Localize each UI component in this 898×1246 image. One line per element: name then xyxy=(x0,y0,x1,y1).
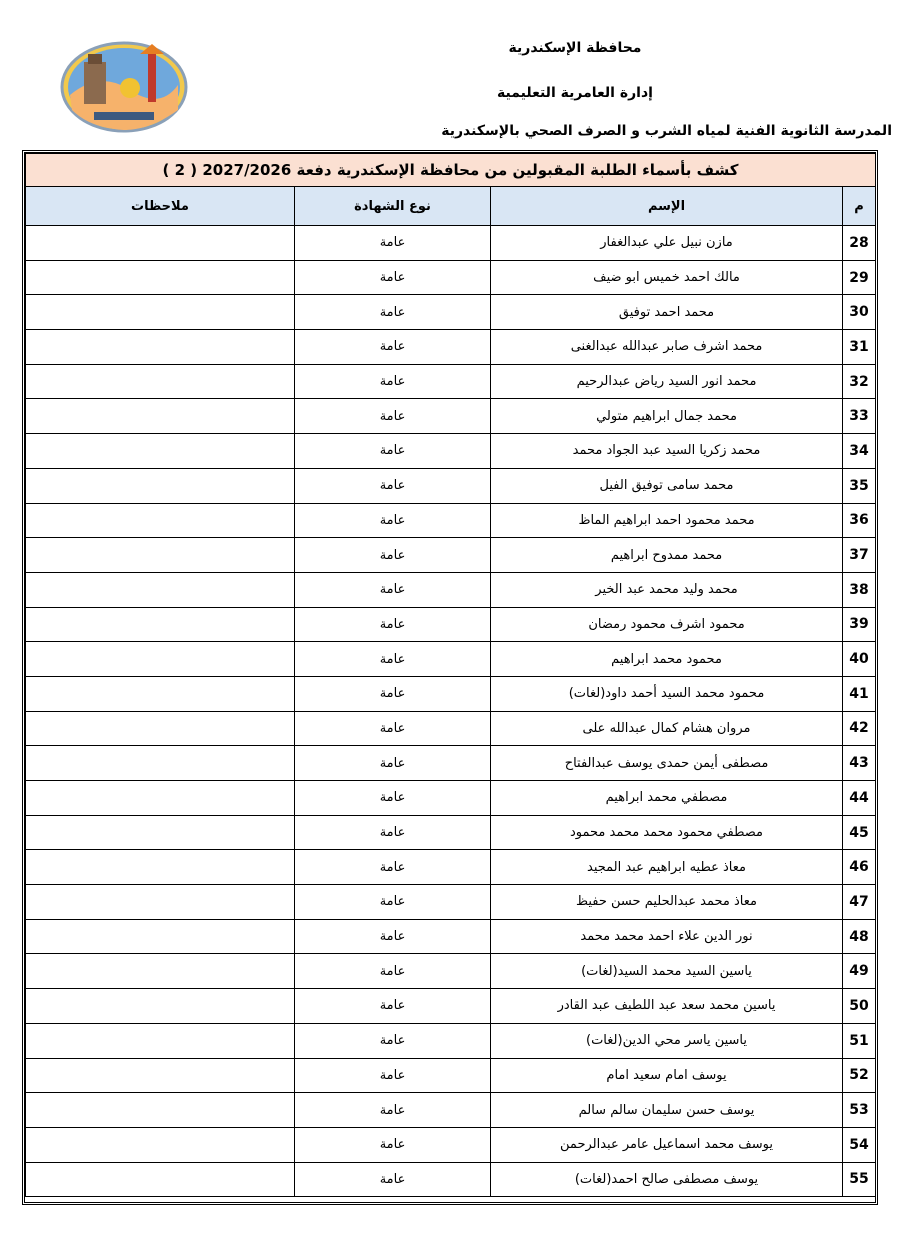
column-header-name: الإسم xyxy=(491,187,843,226)
certificate-type: عامة xyxy=(295,330,491,365)
table-row xyxy=(26,364,876,399)
row-number: 38 xyxy=(843,572,876,607)
certificate-type: عامة xyxy=(295,781,491,816)
table-row xyxy=(26,1162,876,1197)
row-number: 52 xyxy=(843,1058,876,1093)
table-row xyxy=(26,503,876,538)
certificate-type: عامة xyxy=(295,885,491,920)
student-name: محمود محمد السيد أحمد داود(لغات) xyxy=(491,676,843,711)
certificate-type: عامة xyxy=(295,850,491,885)
student-name: مروان هشام كمال عبدالله على xyxy=(491,711,843,746)
table-row xyxy=(26,538,876,573)
table-row xyxy=(26,885,876,920)
notes-cell xyxy=(26,885,295,920)
certificate-type: عامة xyxy=(295,226,491,261)
students-table xyxy=(25,153,876,1197)
row-number: 30 xyxy=(843,295,876,330)
document-header xyxy=(0,0,898,150)
notes-cell xyxy=(26,850,295,885)
certificate-type: عامة xyxy=(295,1162,491,1197)
student-name: معاذ محمد عبدالحليم حسن حفيظ xyxy=(491,885,843,920)
certificate-type: عامة xyxy=(295,711,491,746)
student-name: محمد احمد توفيق xyxy=(491,295,843,330)
student-name: محمد محمود احمد ابراهيم الماظ xyxy=(491,503,843,538)
student-name: ياسين ياسر محي الدين(لغات) xyxy=(491,1023,843,1058)
row-number: 42 xyxy=(843,711,876,746)
notes-cell xyxy=(26,781,295,816)
certificate-type: عامة xyxy=(295,676,491,711)
row-number: 50 xyxy=(843,989,876,1024)
notes-cell xyxy=(26,1162,295,1197)
student-name: يوسف محمد اسماعيل عامر عبدالرحمن xyxy=(491,1127,843,1162)
row-number: 45 xyxy=(843,815,876,850)
row-number: 44 xyxy=(843,781,876,816)
notes-cell xyxy=(26,711,295,746)
student-name: ياسين محمد سعد عبد اللطيف عبد القادر xyxy=(491,989,843,1024)
table-row xyxy=(26,572,876,607)
certificate-type: عامة xyxy=(295,295,491,330)
row-number: 49 xyxy=(843,954,876,989)
table-row xyxy=(26,1093,876,1128)
certificate-type: عامة xyxy=(295,399,491,434)
certificate-type: عامة xyxy=(295,746,491,781)
row-number: 39 xyxy=(843,607,876,642)
certificate-type: عامة xyxy=(295,572,491,607)
table-row xyxy=(26,434,876,469)
student-name: محمد جمال ابراهيم متولي xyxy=(491,399,843,434)
certificate-type: عامة xyxy=(295,954,491,989)
table-row xyxy=(26,226,876,261)
student-name: محمود اشرف محمود رمضان xyxy=(491,607,843,642)
certificate-type: عامة xyxy=(295,815,491,850)
table-row xyxy=(26,260,876,295)
notes-cell xyxy=(26,954,295,989)
column-header-certificate: نوع الشهادة xyxy=(295,187,491,226)
notes-cell xyxy=(26,919,295,954)
table-row xyxy=(26,746,876,781)
table-row xyxy=(26,399,876,434)
column-header-number: م xyxy=(843,187,876,226)
notes-cell xyxy=(26,364,295,399)
certificate-type: عامة xyxy=(295,1023,491,1058)
notes-cell xyxy=(26,1023,295,1058)
notes-cell xyxy=(26,330,295,365)
student-name: مصطفي محمد ابراهيم xyxy=(491,781,843,816)
students-sheet xyxy=(22,150,878,1205)
table-row xyxy=(26,954,876,989)
certificate-type: عامة xyxy=(295,642,491,677)
table-header-row xyxy=(26,187,876,226)
row-number: 53 xyxy=(843,1093,876,1128)
notes-cell xyxy=(26,399,295,434)
table-row xyxy=(26,607,876,642)
row-number: 54 xyxy=(843,1127,876,1162)
table-row xyxy=(26,1127,876,1162)
certificate-type: عامة xyxy=(295,538,491,573)
student-name: مصطفي محمود محمد محمد محمود xyxy=(491,815,843,850)
student-name: نور الدين علاء احمد محمد محمد xyxy=(491,919,843,954)
notes-cell xyxy=(26,538,295,573)
governorate-title: محافظة الإسكندرية xyxy=(508,40,642,56)
notes-cell xyxy=(26,746,295,781)
table-row xyxy=(26,781,876,816)
row-number: 36 xyxy=(843,503,876,538)
row-number: 35 xyxy=(843,468,876,503)
student-name: محمد انور السيد رياض عبدالرحيم xyxy=(491,364,843,399)
certificate-type: عامة xyxy=(295,989,491,1024)
notes-cell xyxy=(26,1058,295,1093)
table-row xyxy=(26,850,876,885)
row-number: 32 xyxy=(843,364,876,399)
student-name: معاذ عطيه ابراهيم عبد المجيد xyxy=(491,850,843,885)
row-number: 51 xyxy=(843,1023,876,1058)
notes-cell xyxy=(26,815,295,850)
student-name: مصطفى أيمن حمدى يوسف عبدالفتاح xyxy=(491,746,843,781)
notes-cell xyxy=(26,572,295,607)
notes-cell xyxy=(26,607,295,642)
student-name: محمد سامى توفيق الفيل xyxy=(491,468,843,503)
student-name: يوسف امام سعيد امام xyxy=(491,1058,843,1093)
table-row xyxy=(26,468,876,503)
row-number: 46 xyxy=(843,850,876,885)
table-title: كشف بأسماء الطلبة المقبولين من محافظة الإسكندرية دفعة 2027/2026 ( 2 ) xyxy=(26,154,876,187)
row-number: 33 xyxy=(843,399,876,434)
notes-cell xyxy=(26,642,295,677)
row-number: 41 xyxy=(843,676,876,711)
certificate-type: عامة xyxy=(295,1093,491,1128)
notes-cell xyxy=(26,468,295,503)
table-row xyxy=(26,676,876,711)
certificate-type: عامة xyxy=(295,1058,491,1093)
certificate-type: عامة xyxy=(295,364,491,399)
notes-cell xyxy=(26,260,295,295)
student-name: يوسف مصطفى صالح احمد(لغات) xyxy=(491,1162,843,1197)
table-row xyxy=(26,919,876,954)
student-name: محمد زكريا السيد عبد الجواد محمد xyxy=(491,434,843,469)
notes-cell xyxy=(26,1127,295,1162)
row-number: 47 xyxy=(843,885,876,920)
school-logo xyxy=(60,40,188,134)
row-number: 28 xyxy=(843,226,876,261)
student-name: محمد وليد محمد عبد الخير xyxy=(491,572,843,607)
student-name: محمد ممدوح ابراهيم xyxy=(491,538,843,573)
row-number: 48 xyxy=(843,919,876,954)
row-number: 37 xyxy=(843,538,876,573)
directorate-title: إدارة العامرية التعليمية xyxy=(497,85,653,101)
notes-cell xyxy=(26,434,295,469)
student-name: مالك احمد خميس ابو ضيف xyxy=(491,260,843,295)
student-name: مازن نبيل علي عبدالغفار xyxy=(491,226,843,261)
notes-cell xyxy=(26,226,295,261)
certificate-type: عامة xyxy=(295,260,491,295)
school-name: المدرسة الثانوية الفنية لمياه الشرب و الصرف الصحي بالإسكندرية xyxy=(441,123,892,139)
table-row xyxy=(26,295,876,330)
table-row xyxy=(26,989,876,1024)
table-row xyxy=(26,642,876,677)
row-number: 29 xyxy=(843,260,876,295)
student-name: محمود محمد ابراهيم xyxy=(491,642,843,677)
row-number: 43 xyxy=(843,746,876,781)
notes-cell xyxy=(26,295,295,330)
table-row xyxy=(26,1058,876,1093)
table-title-row xyxy=(26,154,876,187)
student-name: محمد اشرف صابر عبدالله عبدالغنى xyxy=(491,330,843,365)
certificate-type: عامة xyxy=(295,1127,491,1162)
notes-cell xyxy=(26,676,295,711)
row-number: 31 xyxy=(843,330,876,365)
student-name: ياسين السيد محمد السيد(لغات) xyxy=(491,954,843,989)
row-number: 55 xyxy=(843,1162,876,1197)
student-name: يوسف حسن سليمان سالم سالم xyxy=(491,1093,843,1128)
column-header-notes: ملاحظات xyxy=(26,187,295,226)
certificate-type: عامة xyxy=(295,503,491,538)
table-row xyxy=(26,815,876,850)
row-number: 40 xyxy=(843,642,876,677)
notes-cell xyxy=(26,1093,295,1128)
table-row xyxy=(26,711,876,746)
certificate-type: عامة xyxy=(295,434,491,469)
certificate-type: عامة xyxy=(295,607,491,642)
notes-cell xyxy=(26,503,295,538)
row-number: 34 xyxy=(843,434,876,469)
notes-cell xyxy=(26,989,295,1024)
certificate-type: عامة xyxy=(295,468,491,503)
certificate-type: عامة xyxy=(295,919,491,954)
table-row xyxy=(26,1023,876,1058)
table-row xyxy=(26,330,876,365)
